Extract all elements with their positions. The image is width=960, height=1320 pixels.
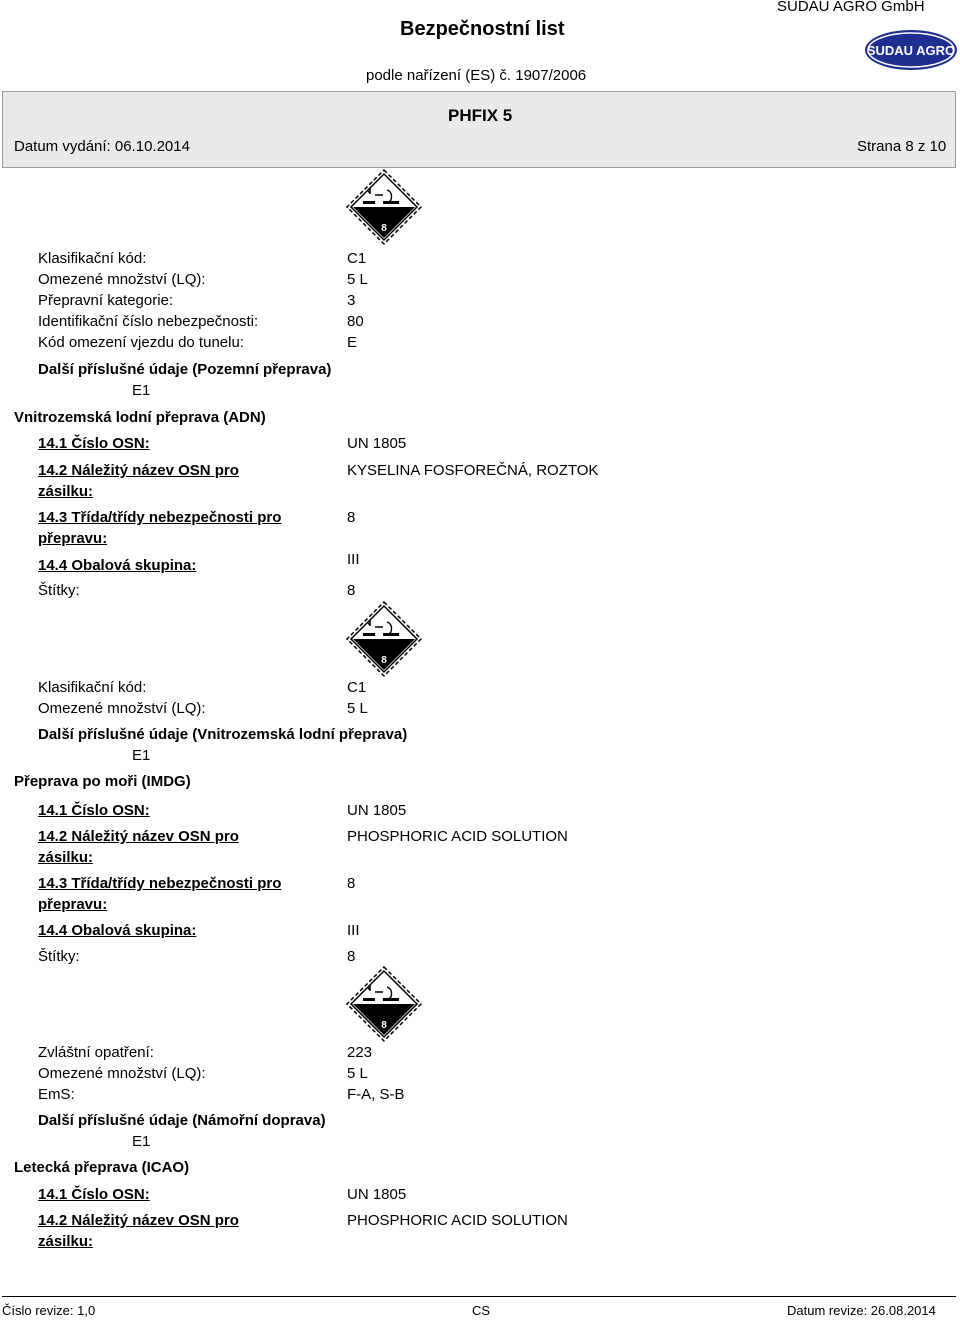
adn-un-label: 14.1 Číslo OSN: xyxy=(38,435,150,452)
revision-date: Datum revize: 26.08.2014 xyxy=(787,1303,936,1318)
road-other-heading: Další příslušné údaje (Pozemní přeprava) xyxy=(38,361,332,378)
product-name: PHFIX 5 xyxy=(448,106,513,125)
road-lq-value: 5 L xyxy=(347,271,368,288)
icao-name-label: 14.2 Náležitý název OSN pro xyxy=(38,1212,239,1229)
adn-other-value: E1 xyxy=(132,747,151,764)
imdg-un-value: UN 1805 xyxy=(347,802,407,819)
imdg-special-provision-value: 223 xyxy=(347,1044,373,1061)
imdg-class-label: 14.3 Třída/třídy nebezpečnosti pro xyxy=(38,875,282,892)
adn-class-label-cont: přepravu: xyxy=(38,530,108,547)
svg-text:8: 8 xyxy=(381,223,387,234)
imdg-heading: Přeprava po moři (IMDG) xyxy=(14,773,191,790)
road-lq-label: Omezené množství (LQ): xyxy=(38,271,206,288)
adn-heading: Vnitrozemská lodní přeprava (ADN) xyxy=(14,409,266,426)
road-tunnel-code-value: E xyxy=(347,334,358,351)
svg-text:8: 8 xyxy=(381,1020,387,1031)
revision-number: Číslo revize: 1,0 xyxy=(2,1303,96,1318)
adn-un-value: UN 1805 xyxy=(347,435,407,452)
road-transport-category-label: Přepravní kategorie: xyxy=(38,292,174,309)
imdg-un-label: 14.1 Číslo OSN: xyxy=(38,802,150,819)
imdg-other-heading: Další příslušné údaje (Námořní doprava) xyxy=(38,1112,326,1129)
adn-name-value: KYSELINA FOSFOREČNÁ, ROZTOK xyxy=(347,462,599,479)
road-classification-label: Klasifikační kód: xyxy=(38,250,147,267)
regulation-subtitle: podle nařízení (ES) č. 1907/2006 xyxy=(366,67,587,84)
road-tunnel-code-label: Kód omezení vjezdu do tunelu: xyxy=(38,334,244,351)
adn-lq-value: 5 L xyxy=(347,700,368,717)
corrosive-pictogram-icon xyxy=(345,168,423,246)
adn-lq-label: Omezené množství (LQ): xyxy=(38,700,206,717)
page-number: Strana 8 z 10 xyxy=(857,138,947,155)
icao-name-label-cont: zásilku: xyxy=(38,1233,94,1250)
corrosive-pictogram-icon xyxy=(345,965,423,1043)
imdg-packing-group-label: 14.4 Obalová skupina: xyxy=(38,922,197,939)
company-name: SUDAU AGRO GmbH xyxy=(777,0,925,15)
adn-class-value: 8 xyxy=(347,509,356,526)
adn-labels-label: Štítky: xyxy=(38,582,80,599)
road-hazard-id-label: Identifikační číslo nebezpečnosti: xyxy=(38,313,259,330)
adn-class-label: 14.3 Třída/třídy nebezpečnosti pro xyxy=(38,509,282,526)
imdg-other-value: E1 xyxy=(132,1133,151,1150)
adn-packing-group-value: III xyxy=(347,551,360,568)
imdg-ems-label: EmS: xyxy=(38,1086,75,1103)
corrosive-pictogram-icon xyxy=(345,600,423,678)
road-classification-value: C1 xyxy=(347,250,367,267)
icao-un-label: 14.1 Číslo OSN: xyxy=(38,1186,150,1203)
imdg-labels-value: 8 xyxy=(347,948,356,965)
road-other-value: E1 xyxy=(132,382,151,399)
imdg-name-label: 14.2 Náležitý název OSN pro xyxy=(38,828,239,845)
road-transport-category-value: 3 xyxy=(347,292,356,309)
imdg-class-label-cont: přepravu: xyxy=(38,896,108,913)
imdg-name-value: PHOSPHORIC ACID SOLUTION xyxy=(347,828,568,845)
document-title: Bezpečnostní list xyxy=(400,18,565,40)
adn-labels-value: 8 xyxy=(347,582,356,599)
imdg-name-label-cont: zásilku: xyxy=(38,849,94,866)
language-code: CS xyxy=(472,1303,491,1318)
adn-classification-value: C1 xyxy=(347,679,367,696)
issue-date: Datum vydání: 06.10.2014 xyxy=(14,138,190,155)
header-box xyxy=(2,91,956,168)
imdg-class-value: 8 xyxy=(347,875,356,892)
icao-name-value: PHOSPHORIC ACID SOLUTION xyxy=(347,1212,568,1229)
adn-name-label: 14.2 Náležitý název OSN pro xyxy=(38,462,239,479)
svg-text:8: 8 xyxy=(381,655,387,666)
adn-other-heading: Další příslušné údaje (Vnitrozemská lodní přeprava) xyxy=(38,726,408,743)
imdg-special-provision-label: Zvláštní opatření: xyxy=(38,1044,154,1061)
imdg-labels-label: Štítky: xyxy=(38,948,80,965)
footer-divider xyxy=(2,1296,956,1297)
adn-packing-group-label: 14.4 Obalová skupina: xyxy=(38,557,197,574)
adn-classification-label: Klasifikační kód: xyxy=(38,679,147,696)
imdg-lq-label: Omezené množství (LQ): xyxy=(38,1065,206,1082)
adn-name-label-cont: zásilku: xyxy=(38,483,94,500)
road-hazard-id-value: 80 xyxy=(347,313,364,330)
imdg-ems-value: F-A, S-B xyxy=(347,1086,405,1103)
imdg-lq-value: 5 L xyxy=(347,1065,368,1082)
company-logo xyxy=(864,29,958,71)
icao-un-value: UN 1805 xyxy=(347,1186,407,1203)
imdg-packing-group-value: III xyxy=(347,922,360,939)
icao-heading: Letecká přeprava (ICAO) xyxy=(14,1159,190,1176)
svg-text:SUDAU AGRO: SUDAU AGRO xyxy=(866,43,956,58)
